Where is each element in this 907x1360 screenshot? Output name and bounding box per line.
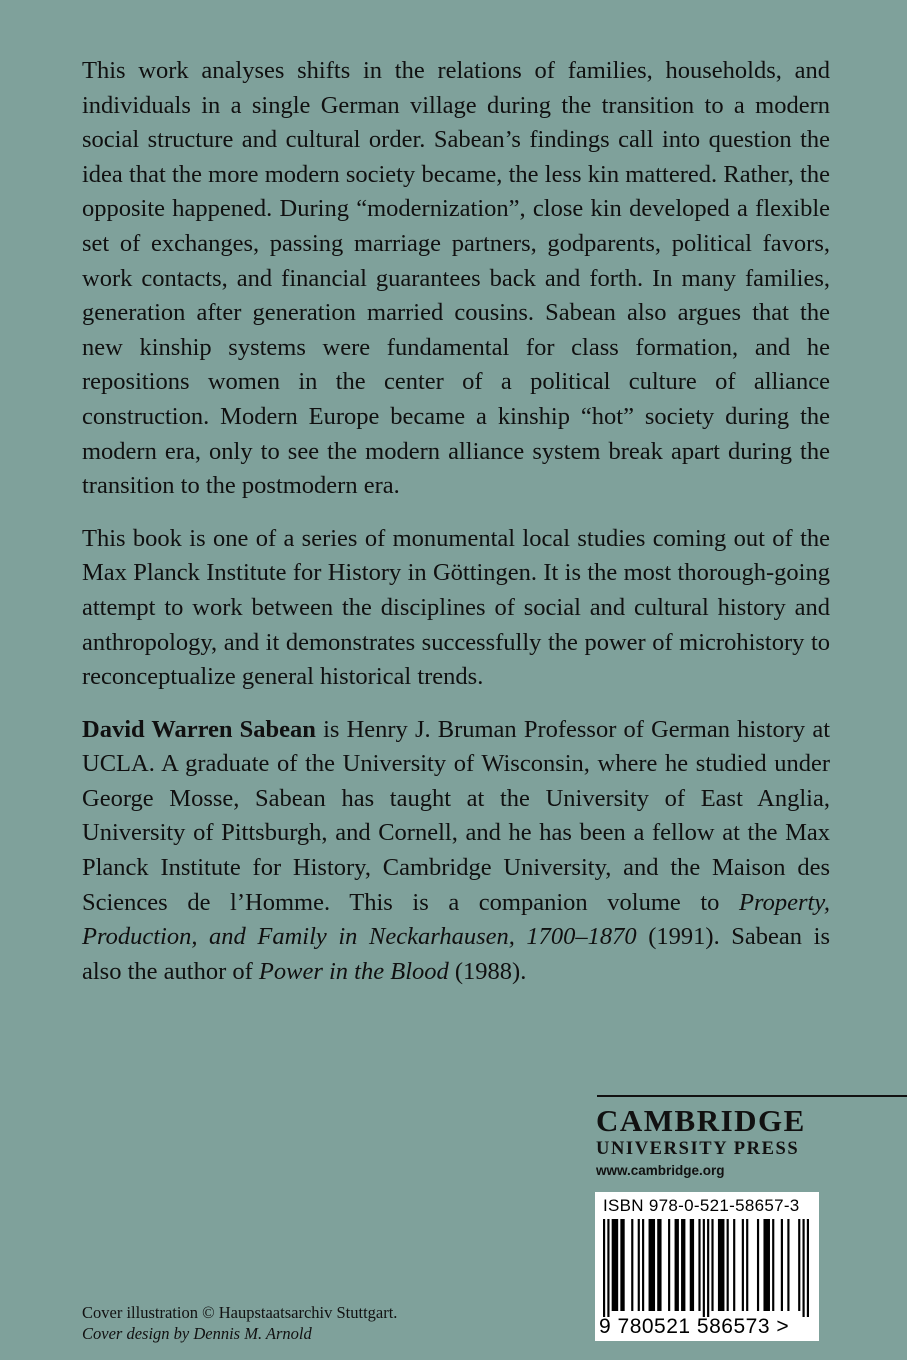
publisher-subtitle: UNIVERSITY PRESS	[596, 1139, 800, 1159]
back-cover-blurb	[82, 54, 830, 989]
barcode-bar	[638, 1219, 640, 1311]
bio-text-2: (1991). Sabean is also the author of	[82, 923, 830, 985]
series-paragraph: This book is one of a series of monumental local studies coming out of the Max Planck Institute for History in Göttingen. It is the most thorough-going attempt to work between the disciplines of social and cultural history and anthropology, and it demonstrates successfully the power of microhistory to reconceptualize general historical trends.	[82, 524, 830, 691]
companion-book-title: Property, Production, and Family in Neckarhausen, 1700–1870	[82, 888, 830, 951]
description-paragraph: This work analyses shifts in the relations of families, households, and individuals in a single German village during the transition to a modern social structure and cultural order. Sabean’s findings call into question the idea that the more modern society became, the less kin mattered. Rather, the opposite happened. During “modernization”, close kin developed a flexible set of exchanges, passing marriage partners, godparents, political favors, work contacts, and financial guarantees back and forth. In many families, generation after generation married cousins. Sabean also argues that the new kinship systems were fundamental for class formation, and he repositions women in the center of a political culture of alliance construction. Modern Europe became a kinship “hot” society during the modern era, only to see the modern alliance system break apart during the transition to the postmodern era.	[82, 57, 830, 500]
barcode-bar	[742, 1219, 744, 1311]
design-credit: Cover design by Dennis M. Arnold	[82, 1324, 312, 1343]
barcode-bar	[733, 1219, 735, 1311]
barcode-bar	[711, 1219, 713, 1311]
barcode-bar	[620, 1219, 624, 1311]
bio-text-3: (1988).	[448, 957, 527, 985]
isbn-barcode-block	[595, 1192, 819, 1341]
barcode-bar	[642, 1219, 644, 1311]
publisher-rule	[597, 1095, 907, 1097]
barcode-bar	[675, 1219, 679, 1311]
barcode-bar	[707, 1219, 709, 1317]
barcode-bar	[772, 1219, 774, 1311]
barcode-bar	[698, 1219, 700, 1311]
barcode-bar	[612, 1219, 619, 1311]
barcode-bar	[607, 1219, 609, 1317]
illustration-credit: Cover illustration © Haupstaatsarchiv Stuttgart.	[82, 1303, 398, 1322]
isbn-label: ISBN 978-0-521-58657-3	[603, 1196, 800, 1215]
barcode-bar	[649, 1219, 656, 1311]
other-book-title: Power in the Blood	[258, 957, 449, 985]
barcode-icon	[603, 1219, 809, 1317]
barcode-bar	[718, 1219, 725, 1311]
publisher-name: CAMBRIDGE	[596, 1103, 806, 1138]
publisher-logo	[596, 1104, 836, 1182]
barcode-bar	[681, 1219, 685, 1311]
barcode-bar	[807, 1219, 809, 1317]
barcode-bar	[763, 1219, 770, 1311]
barcode-bar	[657, 1219, 661, 1311]
barcode-bar	[798, 1219, 800, 1311]
barcode-bar	[802, 1219, 804, 1317]
barcode-bar	[703, 1219, 705, 1317]
barcode-bar	[690, 1219, 694, 1311]
barcode-digits: 9 780521 586573 >	[599, 1315, 790, 1338]
cover-credits	[82, 1302, 397, 1344]
barcode-bar	[787, 1219, 789, 1311]
barcode-bar	[603, 1219, 605, 1317]
bio-text: is Henry J. Bruman Professor of German history at UCLA. A graduate of the University of Wisconsin, where he studied under George Mosse, Sabean has taught at the University of East Anglia, University of Pittsburgh, and Cornell, and he has been a fellow at the Max Planck Institute for History, Cambridge University, and the Maison des Sciences de l’Homme. This is a companion volume to	[82, 715, 830, 916]
barcode-bar	[631, 1219, 633, 1311]
barcode-bar	[757, 1219, 759, 1311]
barcode-bar	[668, 1219, 670, 1311]
author-name: David Warren Sabean	[82, 715, 316, 743]
author-bio-paragraph	[82, 713, 830, 990]
publisher-url: www.cambridge.org	[596, 1163, 725, 1178]
barcode-bar	[746, 1219, 748, 1311]
barcode-bar	[781, 1219, 783, 1311]
barcode-bar	[727, 1219, 729, 1311]
